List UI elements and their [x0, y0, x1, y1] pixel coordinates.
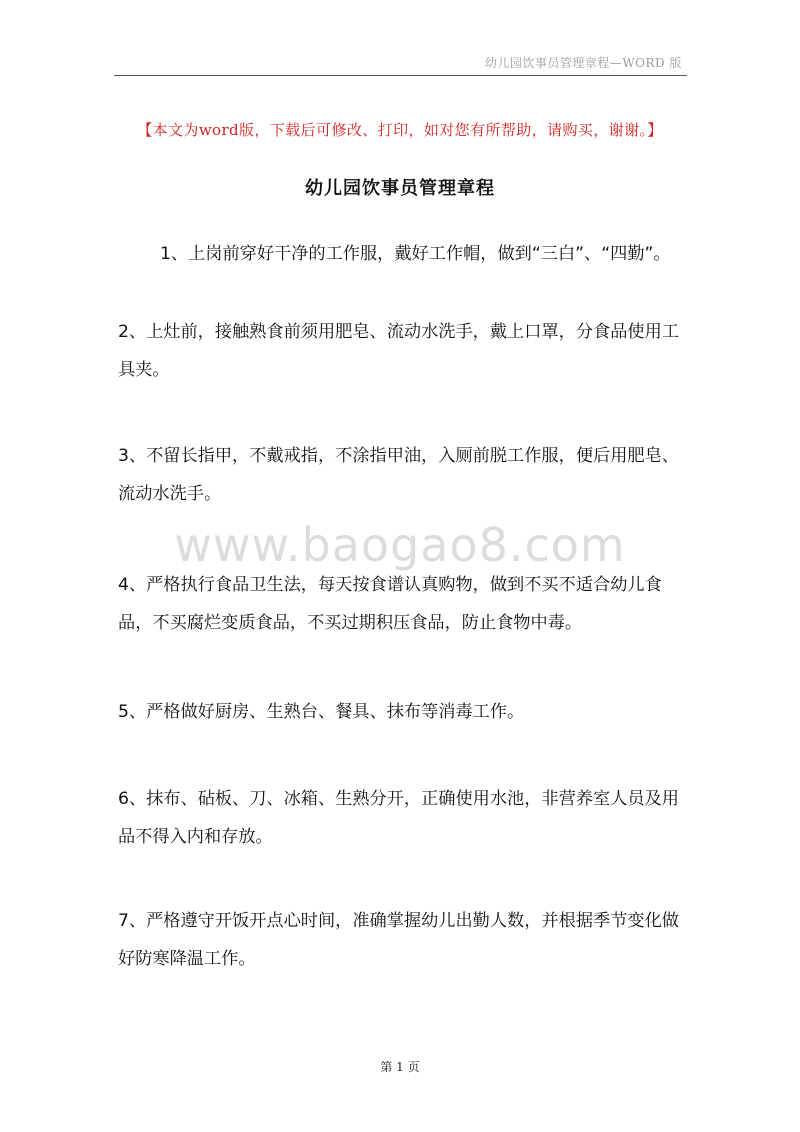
paragraph-5: 5、严格做好厨房、生熟台、餐具、抹布等消毒工作。: [118, 702, 525, 722]
purchase-notice: 【本文为word版，下载后可修改、打印，如对您有所帮助，请购买，谢谢。】: [137, 121, 663, 139]
document-title: 幼儿园饮事员管理章程: [305, 178, 495, 199]
paragraph-6: 6、抹布、砧板、刀、冰箱、生熟分开，正确使用水池，非营养室人员及用品不得入内和存放。: [118, 789, 679, 847]
paragraph-2: 2、上灶前，接触熟食前须用肥皂、流动水洗手，戴上口罩，分食品使用工具夹。: [118, 322, 679, 380]
paragraph-3: 3、不留长指甲，不戴戒指，不涂指甲油，入厕前脱工作服，便后用肥皂、流动水洗手。: [118, 446, 679, 504]
page-number: 第 1 页: [380, 1060, 420, 1074]
header-divider: [114, 75, 687, 76]
paragraph-1: 1、上岗前穿好干净的工作服，戴好工作帽，做到“三白”、“四勤”。: [160, 244, 671, 264]
page-header: 幼儿园饮事员管理章程—WORD 版: [484, 56, 682, 70]
paragraph-7: 7、严格遵守开饭开点心时间，准确掌握幼儿出勤人数，并根据季节变化做好防寒降温工作。: [118, 911, 679, 969]
paragraph-4: 4、严格执行食品卫生法，每天按食谱认真购物，做到不买不适合幼儿食品，不买腐烂变质食品，不买过期积压食品，防止食物中毒。: [118, 575, 662, 633]
watermark: www.baogao8.com: [174, 518, 626, 572]
